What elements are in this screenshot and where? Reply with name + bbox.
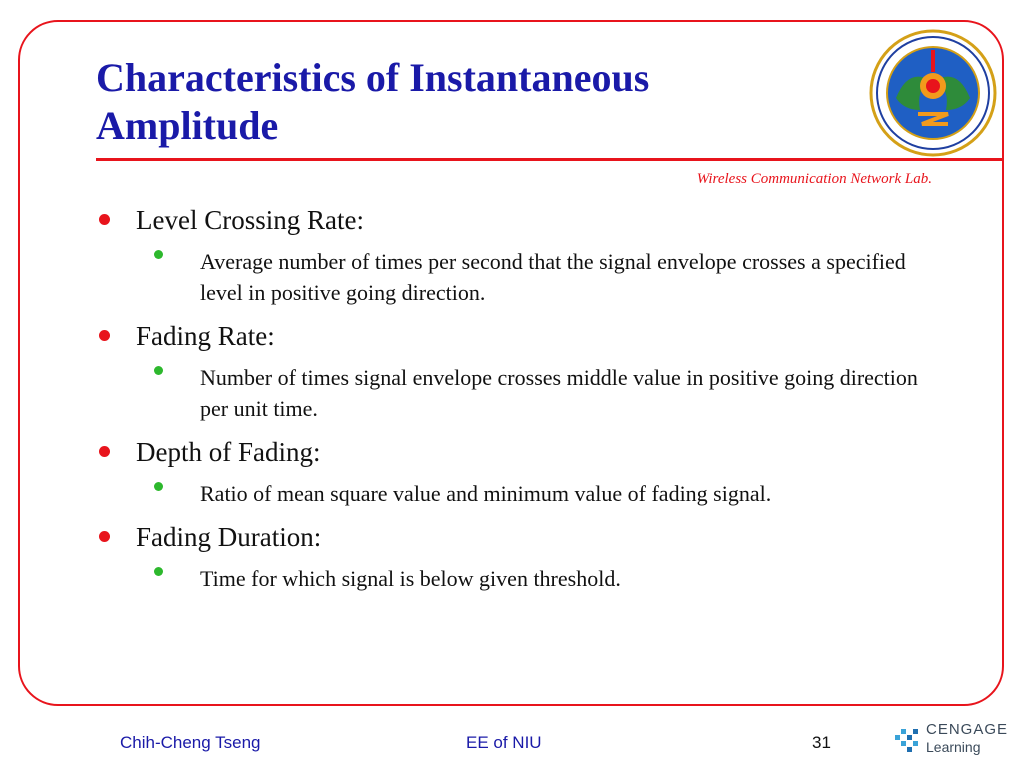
bullet-list bbox=[96, 200, 976, 602]
bullet-heading-text: Fading Rate: bbox=[136, 321, 275, 351]
sub-bullet-text: Average number of times per second that the signal envelope crosses a specified level in positive going direction. bbox=[200, 249, 906, 305]
bullet-item bbox=[96, 432, 976, 509]
bullet-heading-text: Fading Duration: bbox=[136, 522, 322, 552]
red-bullet-icon bbox=[99, 446, 110, 457]
sub-bullet bbox=[96, 478, 920, 509]
green-bullet-icon bbox=[154, 482, 163, 491]
sub-bullet bbox=[96, 362, 920, 424]
bullet-item bbox=[96, 316, 976, 424]
footer-author: Chih-Cheng Tseng bbox=[120, 733, 261, 752]
bullet-heading bbox=[96, 316, 976, 356]
green-bullet-icon bbox=[154, 250, 163, 259]
red-bullet-icon bbox=[99, 214, 110, 225]
title-underline bbox=[96, 158, 1004, 161]
publisher-logo bbox=[892, 718, 1016, 762]
lab-name: Wireless Communication Network Lab. bbox=[696, 171, 932, 187]
title-line-1: Characteristics of Instantaneous bbox=[96, 55, 650, 100]
footer-organization: EE of NIU bbox=[466, 733, 542, 752]
red-bullet-icon bbox=[99, 330, 110, 341]
bullet-heading-text: Depth of Fading: bbox=[136, 437, 321, 467]
bullet-item bbox=[96, 517, 976, 594]
bullet-heading bbox=[96, 517, 976, 557]
bullet-heading-text: Level Crossing Rate: bbox=[136, 205, 364, 235]
publisher-name: CENGAGE bbox=[926, 721, 1009, 738]
green-bullet-icon bbox=[154, 567, 163, 576]
sub-bullet bbox=[96, 563, 920, 594]
bullet-heading bbox=[96, 432, 976, 472]
title-line-2: Amplitude bbox=[96, 103, 279, 148]
sub-bullet-text: Ratio of mean square value and minimum value of fading signal. bbox=[200, 481, 772, 506]
red-bullet-icon bbox=[99, 531, 110, 542]
publisher-subname: Learning bbox=[926, 739, 981, 755]
sub-bullet-text: Number of times signal envelope crosses middle value in positive going direction per unit time. bbox=[200, 365, 918, 421]
cengage-logo-icon bbox=[892, 724, 922, 754]
bullet-heading bbox=[96, 200, 976, 240]
sub-bullet bbox=[96, 246, 920, 308]
page-number: 31 bbox=[812, 733, 831, 752]
university-seal-icon bbox=[868, 28, 998, 158]
bullet-item bbox=[96, 200, 976, 308]
green-bullet-icon bbox=[154, 366, 163, 375]
slide-title bbox=[96, 54, 796, 150]
sub-bullet-text: Time for which signal is below given threshold. bbox=[200, 566, 621, 591]
